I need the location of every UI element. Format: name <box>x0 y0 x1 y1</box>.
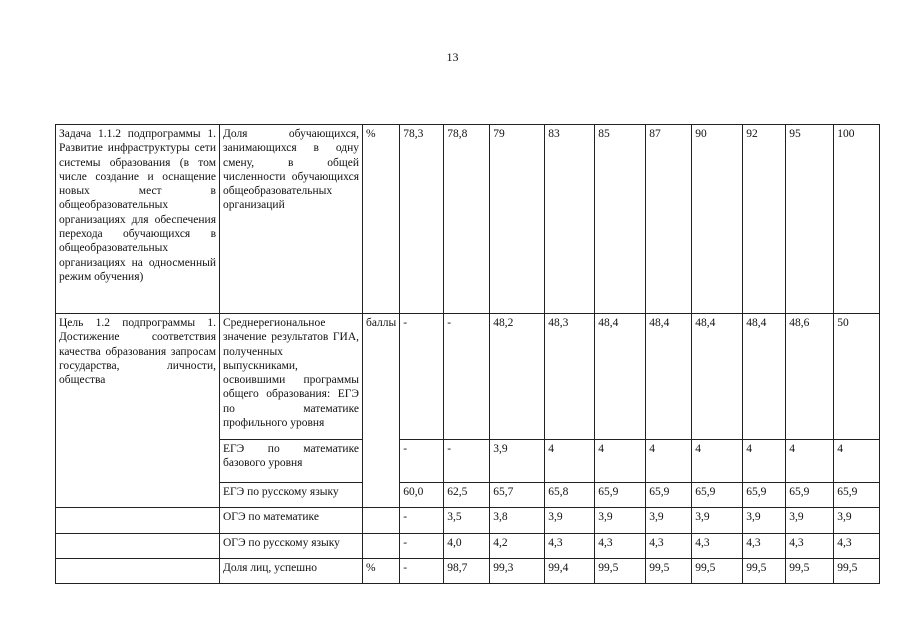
value-cell: 99,5 <box>646 559 692 584</box>
indicator-cell: Доля обучающихся, занимающихся в одну смену, в общей численности обучающихся общеобразовательных организаций <box>220 125 363 314</box>
value-cell: 4 <box>834 440 880 483</box>
value-cell: - <box>400 534 444 559</box>
value-cell: 65,9 <box>786 483 834 508</box>
value-cell: 85 <box>595 125 646 314</box>
value-cell: 48,2 <box>490 314 545 440</box>
unit-cell: % <box>363 125 400 314</box>
value-cell: 100 <box>834 125 880 314</box>
indicator-cell: ЕГЭ по русскому языку <box>220 483 363 508</box>
value-cell: 98,7 <box>444 559 490 584</box>
value-cell: 4 <box>545 440 595 483</box>
value-cell: 48,4 <box>743 314 786 440</box>
value-cell: - <box>400 559 444 584</box>
value-cell: 65,9 <box>646 483 692 508</box>
value-cell: 65,7 <box>490 483 545 508</box>
unit-cell: % <box>363 559 400 584</box>
value-cell: 99,5 <box>692 559 743 584</box>
value-cell: 60,0 <box>400 483 444 508</box>
value-cell: 3,9 <box>743 508 786 534</box>
value-cell: 99,5 <box>595 559 646 584</box>
value-cell: 92 <box>743 125 786 314</box>
value-cell: 99,5 <box>743 559 786 584</box>
value-cell: 50 <box>834 314 880 440</box>
indicator-cell: ЕГЭ по математике базового уровня <box>220 440 363 483</box>
value-cell: 3,9 <box>786 508 834 534</box>
goal-cell: Цель 1.2 подпрограммы 1. Достижение соответствия качества образования запросам государства, личности, общества <box>56 314 220 508</box>
value-cell: 83 <box>545 125 595 314</box>
indicator-cell: ОГЭ по русскому языку <box>220 534 363 559</box>
table-row <box>56 534 880 559</box>
value-cell: 65,9 <box>743 483 786 508</box>
value-cell: 3,9 <box>595 508 646 534</box>
value-cell: 99,5 <box>786 559 834 584</box>
value-cell: 3,9 <box>545 508 595 534</box>
value-cell: 48,4 <box>595 314 646 440</box>
value-cell: - <box>400 508 444 534</box>
value-cell: 4,3 <box>743 534 786 559</box>
value-cell: - <box>444 314 490 440</box>
value-cell: 3,9 <box>834 508 880 534</box>
value-cell: 4,3 <box>834 534 880 559</box>
value-cell: 99,3 <box>490 559 545 584</box>
value-cell: 4,3 <box>595 534 646 559</box>
value-cell: 79 <box>490 125 545 314</box>
value-cell: 4,3 <box>786 534 834 559</box>
task-cell <box>56 559 220 584</box>
value-cell: 3,9 <box>692 508 743 534</box>
value-cell: - <box>444 440 490 483</box>
value-cell: 4,3 <box>545 534 595 559</box>
value-cell: 65,9 <box>692 483 743 508</box>
indicator-cell: Среднерегиональное значение результатов ГИА, полученных выпускниками, освоившими программы общего образования: ЕГЭ по математике профильного уровня <box>220 314 363 440</box>
value-cell: 99,4 <box>545 559 595 584</box>
value-cell: 48,4 <box>646 314 692 440</box>
page-number: 13 <box>446 50 459 64</box>
value-cell: 87 <box>646 125 692 314</box>
value-cell: 62,5 <box>444 483 490 508</box>
task-cell <box>56 508 220 534</box>
value-cell: 48,3 <box>545 314 595 440</box>
value-cell: 3,5 <box>444 508 490 534</box>
value-cell: 4,3 <box>692 534 743 559</box>
value-cell: 4 <box>786 440 834 483</box>
table-row <box>56 125 880 314</box>
value-cell: 4 <box>692 440 743 483</box>
value-cell: 78,3 <box>400 125 444 314</box>
value-cell: 65,8 <box>545 483 595 508</box>
value-cell: 3,9 <box>490 440 545 483</box>
value-cell: 4,2 <box>490 534 545 559</box>
value-cell: 3,8 <box>490 508 545 534</box>
value-cell: 65,9 <box>834 483 880 508</box>
value-cell: 65,9 <box>595 483 646 508</box>
indicators-table <box>55 124 880 584</box>
value-cell: 3,9 <box>646 508 692 534</box>
task-cell <box>56 534 220 559</box>
value-cell: 48,4 <box>692 314 743 440</box>
value-cell: 95 <box>786 125 834 314</box>
table-row <box>56 314 880 440</box>
value-cell: - <box>400 314 444 440</box>
value-cell: 78,8 <box>444 125 490 314</box>
value-cell: 4,3 <box>646 534 692 559</box>
table-row <box>56 508 880 534</box>
unit-cell <box>363 508 400 534</box>
value-cell: 90 <box>692 125 743 314</box>
value-cell: 4 <box>595 440 646 483</box>
value-cell: 4,0 <box>444 534 490 559</box>
task-cell: Задача 1.1.2 подпрограммы 1. Развитие инфраструктуры сети системы образования (в том числе создание и оснащение новых мест в общеобразовательных организациях для обеспечения перехода обучающихся в общеобразовательных организациях на односменный режим обучения) <box>56 125 220 314</box>
value-cell: 99,5 <box>834 559 880 584</box>
indicator-cell: ОГЭ по математике <box>220 508 363 534</box>
indicator-cell: Доля лиц, успешно <box>220 559 363 584</box>
value-cell: 48,6 <box>786 314 834 440</box>
value-cell: 4 <box>743 440 786 483</box>
table-row <box>56 559 880 584</box>
unit-cell <box>363 534 400 559</box>
value-cell: - <box>400 440 444 483</box>
unit-cell: баллы <box>363 314 400 508</box>
value-cell: 4 <box>646 440 692 483</box>
